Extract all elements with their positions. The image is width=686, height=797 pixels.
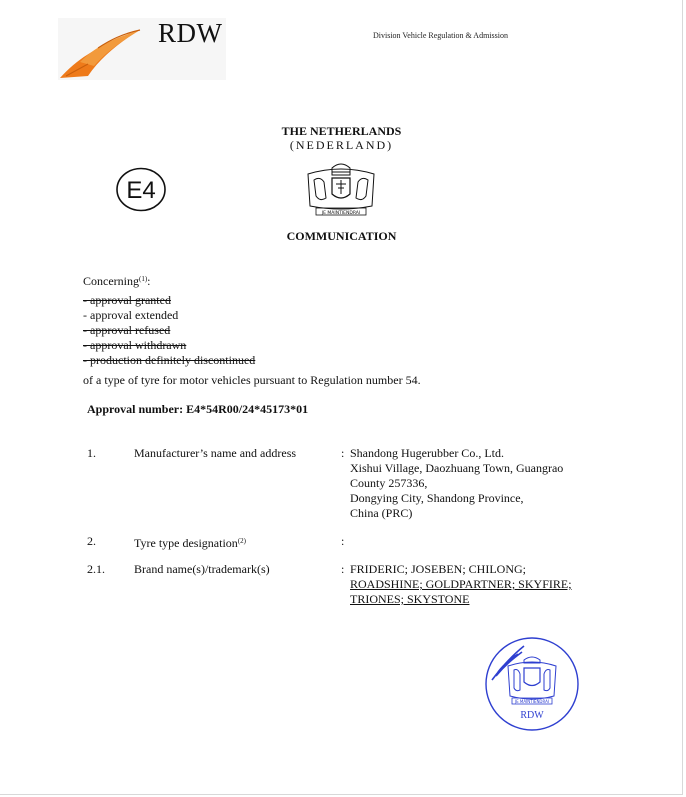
address-line: Xishui Village, Daozhuang Town, Guangrao (350, 461, 564, 475)
address-line: Shandong Hugerubber Co., Ltd. (350, 446, 504, 460)
brand-line: ROADSHINE; GOLDPARTNER; SKYFIRE; (350, 577, 572, 591)
option-approval-refused: - approval refused (83, 323, 171, 337)
option-approval-withdrawn: - approval withdrawn (83, 338, 187, 352)
brand-line: FRIDERIC; JOSEBEN; CHILONG; (350, 562, 527, 576)
option-approval-extended: - approval extended (83, 308, 179, 322)
address-line: County 257336, (350, 476, 428, 490)
communication-heading: COMMUNICATION (286, 229, 397, 243)
logo-text: RDW (158, 18, 223, 48)
division-name: Division Vehicle Regulation & Admission (373, 31, 508, 40)
concerning-options (83, 293, 255, 368)
brand-names (350, 562, 572, 607)
item-colon: : (341, 562, 345, 576)
item-number: 2. (87, 534, 96, 548)
stamp-text: RDW (520, 710, 544, 721)
regulation-statement: of a type of tyre for motor vehicles pursuant to Regulation number 54. (83, 373, 421, 387)
footnote-1: (1) (139, 275, 148, 283)
option-production-discontinued: - production definitely discontinued (83, 353, 256, 367)
address-line: China (PRC) (350, 506, 413, 520)
item-colon: : (341, 446, 345, 460)
rdw-stamp (484, 636, 580, 732)
item-number: 2.1. (87, 562, 105, 576)
brand-line: TRIONES; SKYSTONE (350, 592, 470, 606)
concerning-label: Concerning$^{(1)}$: (83, 274, 151, 288)
coat-of-arms-icon (302, 160, 380, 220)
emblem-motto-text: JE MAINTIENDRAI (321, 211, 361, 216)
approval-number: Approval number: E4*54R00/24*45173*01 (87, 402, 309, 416)
item-colon: : (341, 534, 345, 548)
item-label-manufacturer: Manufacturer’s name and address (134, 446, 297, 460)
e4-approval-mark (115, 167, 167, 212)
stamp-motto-text: JE MAINTIENDRAI (514, 699, 550, 704)
item-label-brand-names: Brand name(s)/trademark(s) (134, 562, 270, 576)
item-number: 1. (87, 446, 96, 460)
item-label-tyre-type: Tyre type designation$^{(2)}$ (134, 536, 246, 550)
option-approval-granted: - approval granted (83, 293, 171, 307)
e4-mark-text: E4 (126, 177, 156, 204)
address-line: Dongying City, Shandong Province, (350, 491, 524, 505)
country-name: THE NETHERLANDS (281, 124, 402, 138)
country-local-name: (NEDERLAND) (289, 138, 394, 152)
footnote-2: (2) (237, 537, 246, 545)
manufacturer-address (350, 446, 563, 521)
